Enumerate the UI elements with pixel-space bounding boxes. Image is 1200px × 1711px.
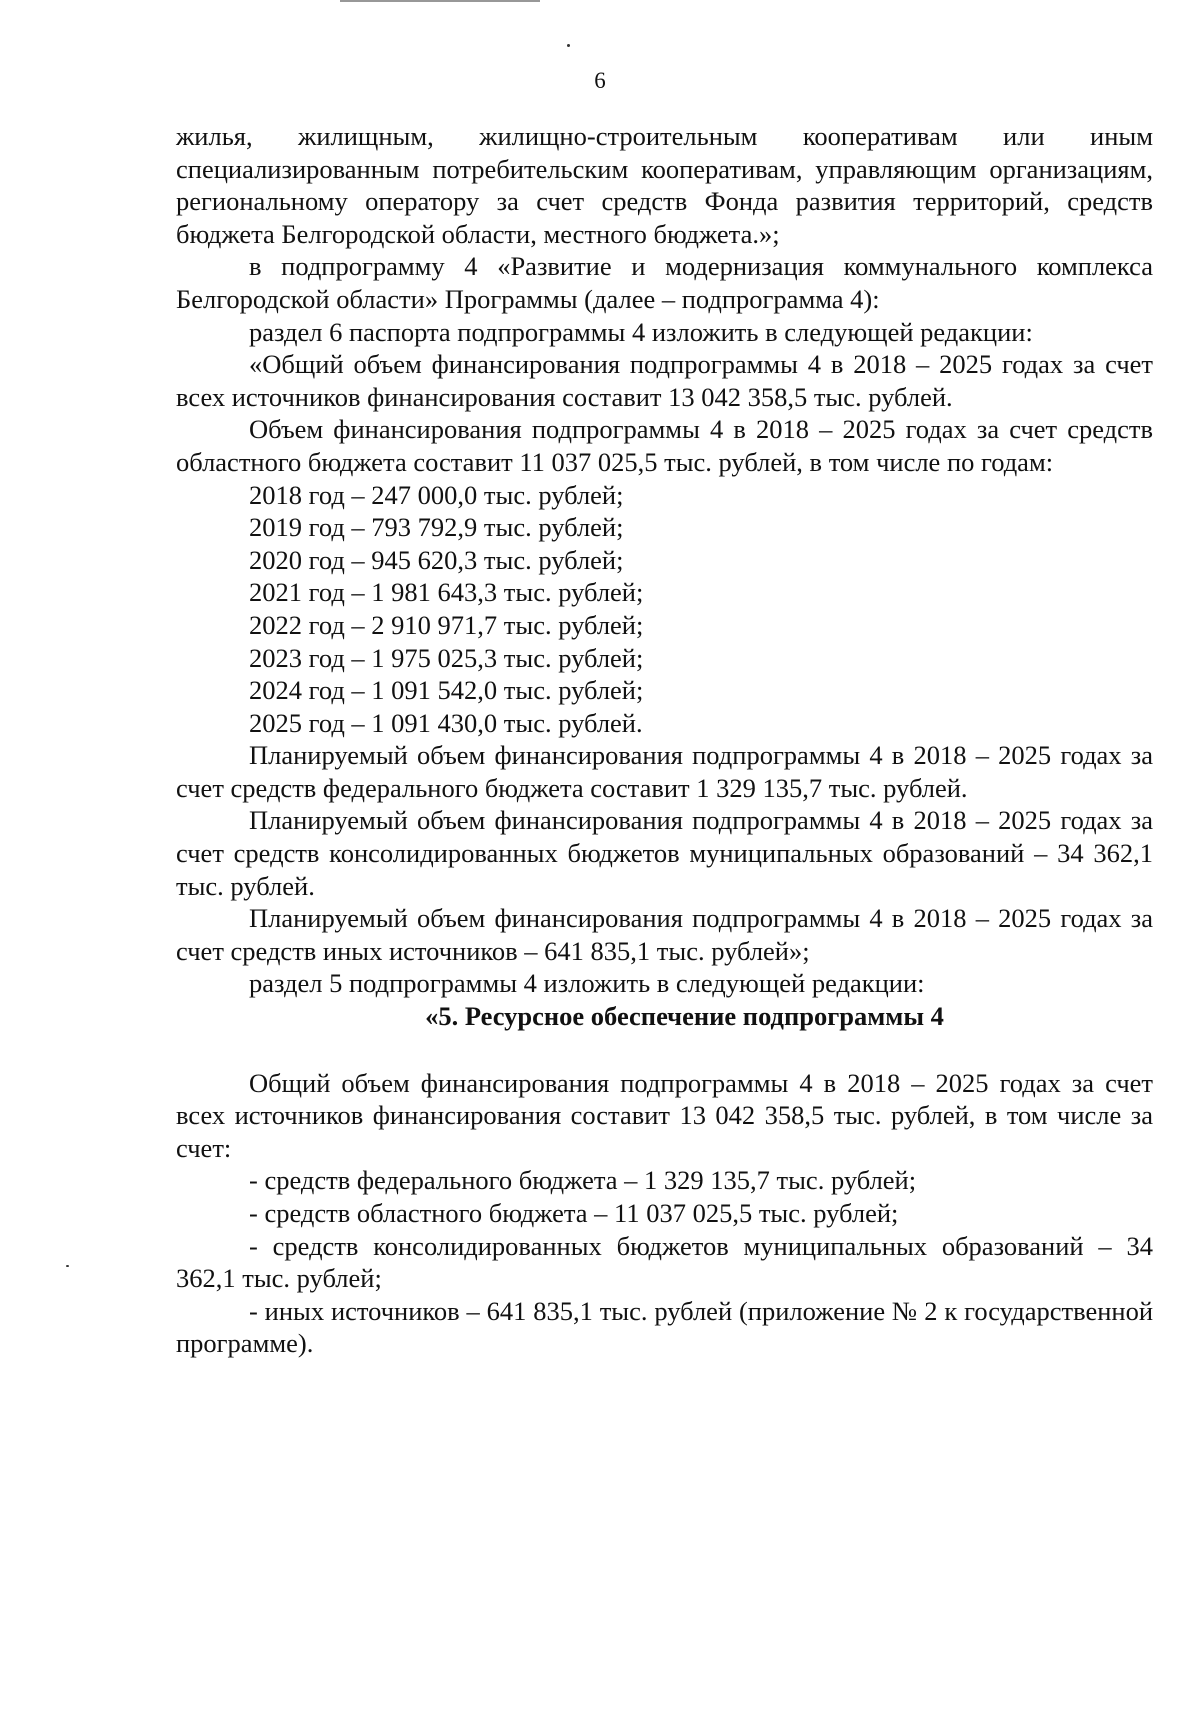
list-item: 2024 год – 1 091 542,0 тыс. рублей; — [249, 675, 644, 706]
funding-sources-list — [176, 1164, 1153, 1360]
page-number: 6 — [594, 68, 606, 93]
document-body — [176, 120, 1153, 1360]
paragraph: раздел 6 паспорта подпрограммы 4 изложить в следующей редакции: — [249, 316, 1033, 347]
scan-speck — [567, 44, 570, 47]
list-item: 2023 год – 1 975 025,3 тыс. рублей; — [249, 642, 644, 673]
paragraph: жилья, жилищным, жилищно-строительным кооперативам или иным специализированным потребительским кооперативам, управляющим организациям, региональному оператору за счет средств Фонда развития территорий, средств бюджета Белгородской области, местного бюджета.»; — [176, 121, 1153, 249]
scan-edge-mark — [340, 0, 540, 2]
paragraph: «Общий объем финансирования подпрограммы 4 в 2018 – 2025 годах за счет всех источников финансирования составит 13 042 358,5 тыс. рублей. — [176, 349, 1153, 412]
list-item: 2025 год – 1 091 430,0 тыс. рублей. — [249, 707, 643, 738]
list-item: - иных источников – 641 835,1 тыс. рублей (приложение № 2 к государственной программе). — [176, 1295, 1153, 1359]
yearly-funding-list — [176, 479, 1153, 740]
scan-speck — [66, 1265, 69, 1267]
paragraph: Объем финансирования подпрограммы 4 в 2018 – 2025 годах за счет средств областного бюджета составит 11 037 025,5 тыс. рублей, в том числе по годам: — [176, 414, 1153, 477]
list-item: - средств консолидированных бюджетов муниципальных образований – 34 362,1 тыс. рублей; — [176, 1230, 1153, 1294]
list-item: - средств федерального бюджета – 1 329 135,7 тыс. рублей; — [249, 1165, 917, 1196]
paragraph: Планируемый объем финансирования подпрограммы 4 в 2018 – 2025 годах за счет средств иных источников – 641 835,1 тыс. рублей»; — [176, 903, 1153, 966]
paragraph: в подпрограмму 4 «Развитие и модернизация коммунального комплекса Белгородской области» Программы (далее – подпрограмма 4): — [176, 251, 1153, 314]
list-item: 2022 год – 2 910 971,7 тыс. рублей; — [249, 609, 644, 640]
list-item: 2019 год – 793 792,9 тыс. рублей; — [249, 512, 624, 543]
list-item: 2021 год – 1 981 643,3 тыс. рублей; — [249, 577, 644, 608]
paragraph: Планируемый объем финансирования подпрограммы 4 в 2018 – 2025 годах за счет средств консолидированных бюджетов муниципальных образований – 34 362,1 тыс. рублей. — [176, 805, 1153, 901]
paragraph: Планируемый объем финансирования подпрограммы 4 в 2018 – 2025 годах за счет средств федерального бюджета составит 1 329 135,7 тыс. рублей. — [176, 740, 1153, 803]
list-item: - средств областного бюджета – 11 037 025,5 тыс. рублей; — [249, 1198, 899, 1228]
spacer — [176, 1033, 1153, 1067]
paragraph: Общий объем финансирования подпрограммы 4 в 2018 – 2025 годах за счет всех источников финансирования составит 13 042 358,5 тыс. рублей, в том числе за счет: — [176, 1067, 1153, 1163]
list-item: 2018 год – 247 000,0 тыс. рублей; — [249, 479, 624, 510]
section-heading: «5. Ресурсное обеспечение подпрограммы 4 — [425, 1001, 944, 1032]
paragraph: раздел 5 подпрограммы 4 изложить в следующей редакции: — [249, 968, 925, 999]
list-item: 2020 год – 945 620,3 тыс. рублей; — [249, 544, 624, 575]
